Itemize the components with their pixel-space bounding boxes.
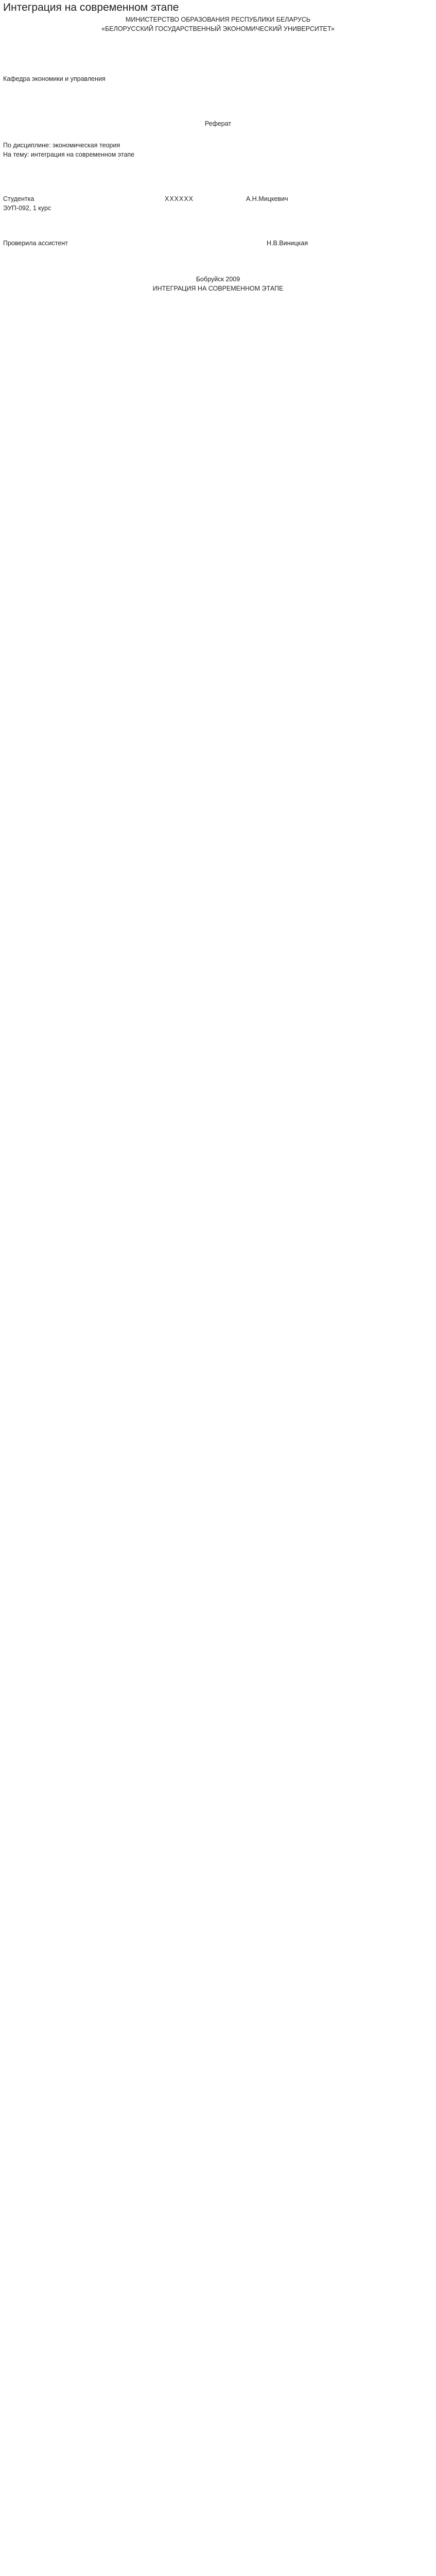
student-name: А.Н.Мицкевич	[246, 195, 288, 202]
section-title: ИНТЕГРАЦИЯ НА СОВРЕМЕННОМ ЭТАПЕ	[152, 285, 284, 292]
student-label: Студентка	[3, 195, 34, 202]
student-signature: ХХХХХХ	[165, 195, 194, 202]
doc-type: Реферат	[204, 120, 232, 127]
place-year: Бобруйск 2009	[196, 276, 240, 283]
discipline-line: По дисциплине: экономическая теория	[3, 142, 120, 149]
topic-line: На тему: интеграция на современном этапе	[3, 151, 135, 158]
department-line: Кафедра экономики и управления	[3, 75, 106, 82]
page-title: Интеграция на современном этапе	[3, 2, 179, 13]
ministry-header: МИНИСТЕРСТВО ОБРАЗОВАНИЯ РЕСПУБЛИКИ БЕЛАРУСЬ	[125, 16, 311, 23]
university-header: «БЕЛОРУССКИЙ ГОСУДАРСТВЕННЫЙ ЭКОНОМИЧЕСКИЙ УНИВЕРСИТЕТ»	[101, 25, 335, 32]
reviewer-name: Н.В.Виницкая	[267, 240, 308, 247]
reviewer-label: Проверила ассистент	[3, 240, 68, 247]
student-group: ЭУП-092, 1 курс	[3, 205, 51, 212]
